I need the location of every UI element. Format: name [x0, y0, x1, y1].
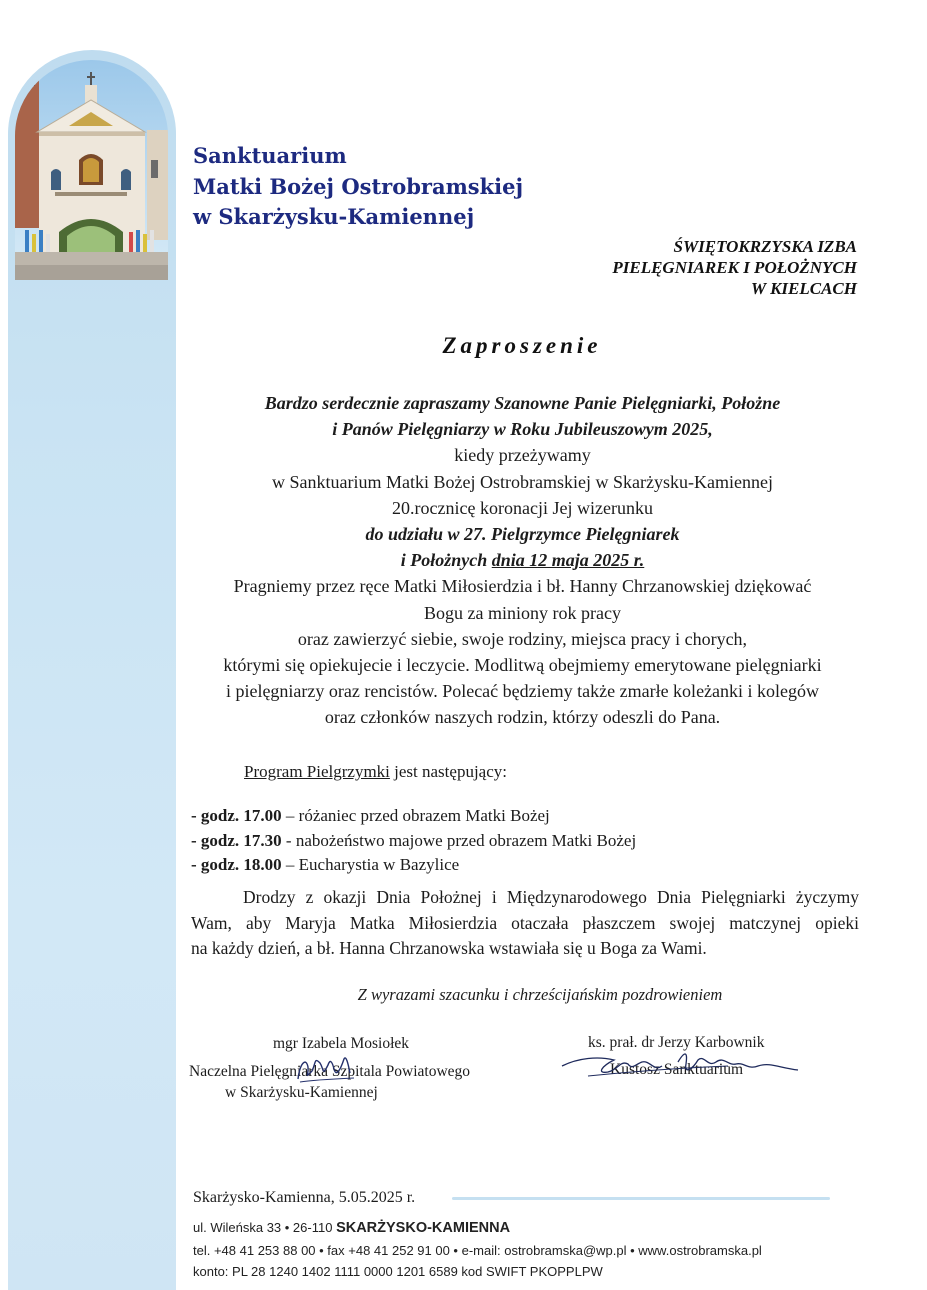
invite-line — [190, 547, 855, 573]
footer-city: SKARŻYSKO-KAMIENNA — [336, 1220, 511, 1236]
schedule-item — [191, 804, 636, 829]
recipient-line: ŚWIĘTOKRZYSKA IZBA — [673, 237, 857, 256]
footer-address — [193, 1217, 762, 1240]
signatory-role: w Skarżysku-Kamiennej — [225, 1084, 378, 1101]
program-heading — [244, 762, 507, 782]
invite-line: w Sanktuarium Matki Bożej Ostrobramskiej w Skarżysku-Kamiennej — [272, 471, 773, 492]
handwritten-signature-right — [558, 1044, 808, 1088]
decorative-rule — [452, 1197, 830, 1200]
sanctuary-name — [193, 141, 523, 233]
sanctuary-name-line: w Skarżysku-Kamiennej — [193, 204, 475, 229]
sanctuary-name-line: Sanktuarium — [193, 143, 347, 168]
invite-line: 20.rocznicę koronacji Jej wizerunku — [392, 497, 653, 518]
program-label: Program Pielgrzymki — [244, 762, 390, 781]
recipient-line: W KIELCACH — [751, 279, 857, 298]
invite-line: Pragniemy przez ręce Matki Miłosierdzia i bł. Hanny Chrzanowskiej dziękować — [233, 576, 812, 597]
signatory-name: mgr Izabela Mosiołek — [273, 1035, 410, 1052]
signatory-role: Kustosz Sanktuarium — [610, 1061, 744, 1078]
invite-line: do udziału w 27. Pielgrzymce Pielęgniarek — [365, 524, 680, 545]
schedule-desc: – różaniec przed obrazem Matki Bożej — [281, 806, 550, 825]
invite-line: i pielęgniarzy oraz rencistów. Polecać będziemy także zmarłe koleżanki i kolegów — [225, 681, 820, 702]
sanctuary-name-line: Matki Bożej Ostrobramskiej — [193, 173, 524, 199]
invite-line: którymi się opiekujecie i leczycie. Modlitwą obejmiemy emerytowane pielęgniarki — [223, 655, 822, 676]
schedule-time: - godz. 17.00 — [191, 806, 282, 825]
sanctuary-photo — [15, 60, 168, 280]
footer-contact — [193, 1217, 762, 1283]
schedule-list — [191, 804, 636, 878]
recipient-line: PIELĘGNIAREK I POŁOŻNYCH — [612, 258, 857, 277]
schedule-desc: - nabożeństwo majowe przed obrazem Matki Bożej — [281, 830, 637, 850]
wishes-line: Wam, aby Maryja Matka Miłosierdzia otaczała płaszczem swojej matczynej opieki — [191, 912, 859, 933]
invite-line: oraz zawierzyć siebie, swoje rodziny, miejsca pracy i chorych, — [297, 628, 748, 649]
signatory-name: ks. prał. dr Jerzy Karbownik — [588, 1034, 765, 1051]
wishes-line: na każdy dzień, a bł. Hanna Chrzanowska wstawiała się u Boga za Wami. — [191, 938, 707, 958]
schedule-item — [191, 829, 636, 854]
wishes-paragraph — [191, 885, 859, 962]
invite-line: Bardzo serdecznie zapraszamy Szanowne Panie Pielęgniarki, Położne — [264, 393, 781, 413]
invite-line-part: i Położnych — [400, 550, 492, 571]
wishes-line: Drodzy z okazji Dnia Położnej i Międzynarodowego Dnia Pielęgniarki życzymy — [243, 887, 859, 907]
invite-line: oraz członków naszych rodzin, którzy odeszli do Pana. — [324, 707, 721, 728]
footer-street: ul. Wileńska 33 • 26-110 — [193, 1220, 337, 1235]
invite-line: i Panów Pielęgniarzy w Roku Jubileuszowym 2025, — [332, 419, 713, 440]
schedule-time: - godz. 17.30 — [191, 830, 282, 850]
invite-line: kiedy przeżywamy — [454, 445, 591, 466]
document-title: Zaproszenie — [442, 333, 602, 358]
program-rest: jest następujący: — [389, 762, 507, 781]
schedule-item — [191, 853, 636, 878]
closing-salutation: Z wyrazami szacunku i chrześcijańskim pozdrowieniem — [357, 985, 723, 1004]
handwritten-signature-left — [292, 1049, 362, 1091]
recipient-organization — [612, 236, 857, 299]
schedule-desc: – Eucharystia w Bazylice — [281, 855, 460, 874]
signatory-role: Naczelna Pielęgniarka Szpitala Powiatowego — [189, 1063, 471, 1080]
schedule-time: - godz. 18.00 — [191, 855, 282, 874]
place-and-date: Skarżysko-Kamienna, 5.05.2025 r. — [193, 1189, 416, 1206]
invite-line: Bogu za miniony rok pracy — [424, 602, 621, 623]
invitation-body — [190, 390, 855, 731]
footer-account: konto: PL 28 1240 1402 1111 0000 1201 6589 kod SWIFT PKOPPLPW — [193, 1264, 603, 1279]
event-date: dnia 12 maja 2025 r. — [491, 550, 645, 571]
footer-contacts: tel. +48 41 253 88 00 • fax +48 41 252 91 00 • e-mail: ostrobramska@wp.pl • www.ostrobramska.pl — [193, 1242, 762, 1258]
